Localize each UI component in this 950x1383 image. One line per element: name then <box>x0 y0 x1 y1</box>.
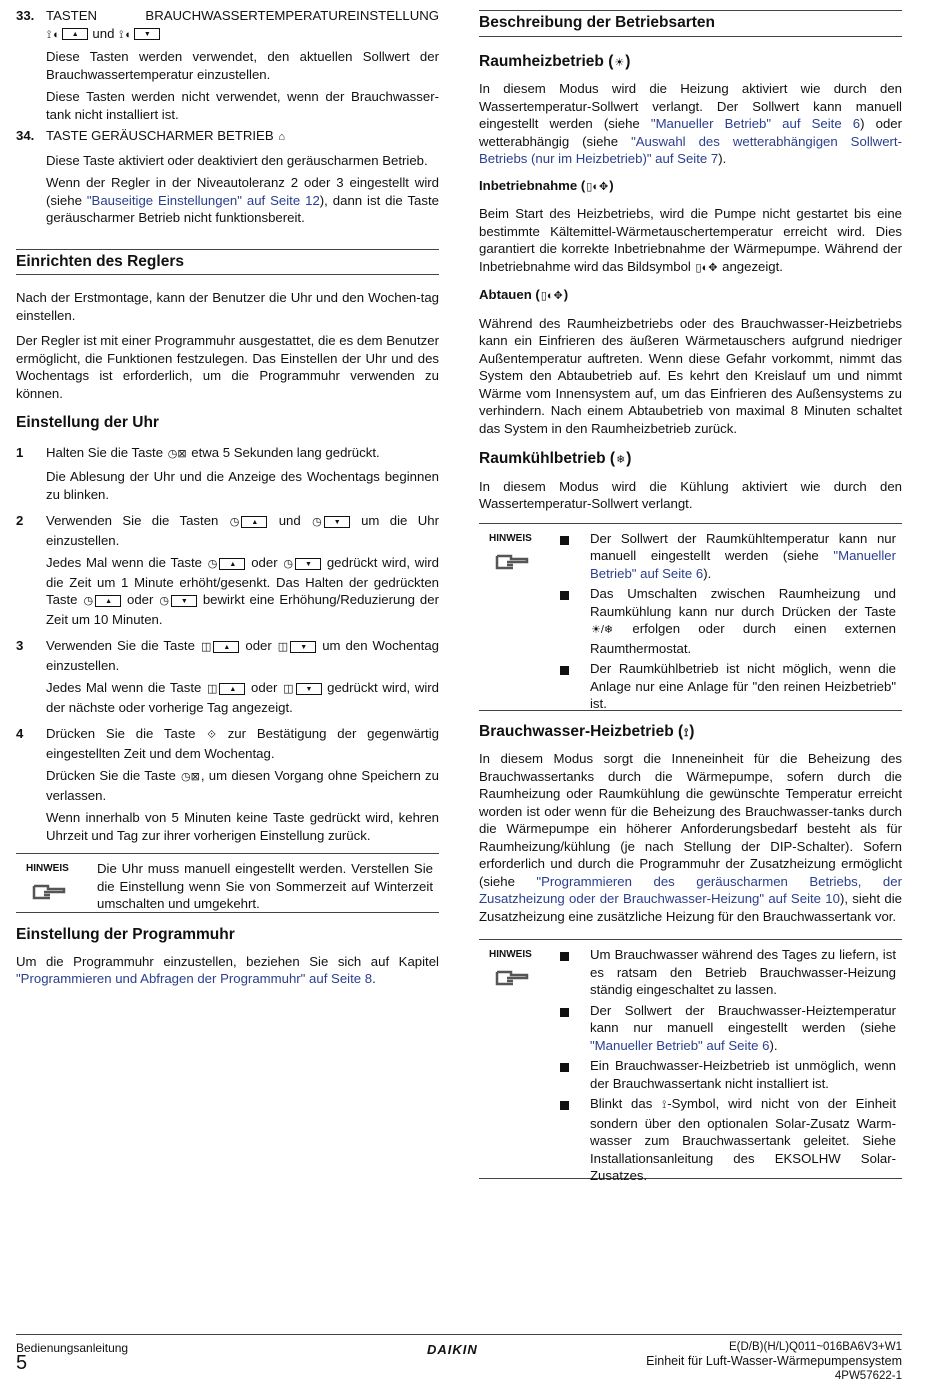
day-icon: ◫ <box>200 641 212 653</box>
paragraph: In diesem Modus wird die Heizung aktiviert wie durch den Wassertemperatur-Sollwert verlangt. Der Sollwert kann manuell eingestellt werden (siehe "Manueller Betrieb" auf Seite 6) oder wetterabhängig (siehe "Auswahl des wetterabhängigen Sollwert-Betriebs (nur im Heizbetrieb)" auf Seite 7). <box>479 81 903 166</box>
link-manueller-betrieb[interactable]: "Manueller Betrieb" auf Seite 6 <box>590 1037 770 1053</box>
note-list <box>560 946 896 1188</box>
tap-icon: ⟟ <box>47 28 52 41</box>
up-key: ▲ <box>219 558 245 570</box>
footer-model-info <box>646 1340 902 1383</box>
note-label: HINWEIS <box>489 949 532 960</box>
item-33 <box>16 7 439 123</box>
down-key: ▼ <box>171 595 197 607</box>
note-text: Die Uhr muss manuell eingestellt werden. Verstellen Sie die Einstellung wenn Sie von Sommerzeit auf Winterzeit umschalten und umgekehrt. <box>97 861 433 911</box>
paragraph: Beim Start des Heizbetriebs, wird die Pumpe nicht gestartet bis eine bestimmte Kältemittel-Wärmetauschertemperatur erreicht wird. Dies garantiert die korrekte Inbetriebnahme der Wärmepumpe. Während der Inbetriebnahme wird das Bildsymbol ▯◐✥ angezeigt. <box>479 205 902 277</box>
heat-cool-icon: ☀/❄ <box>591 624 614 636</box>
up-key: ▲ <box>95 595 121 607</box>
doc-code: 4PW57622-1 <box>834 1370 902 1382</box>
clock-key-icon: ◷⊠ <box>167 447 187 460</box>
paragraph: Diese Tasten werden verwendet, den aktuellen Sollwert der Brauchwassertemperatur einzustellen. <box>46 49 439 82</box>
item-34 <box>16 127 439 227</box>
heading-abtauen: Abtauen (▯◐✥) <box>479 286 902 306</box>
note-box <box>479 523 902 711</box>
up-key: ▲ <box>213 641 239 653</box>
day-icon: ◫ <box>283 683 294 695</box>
step-4: 4 Drücken Sie die Taste ⟐ zur Bestätigung der gegenwärtig eingestellten Zeit und dem Wochentag. Drücken Sie die Taste ◷⊠, um diesen Vorgang ohne Speichern zu verlassen. Wenn innerhalb von 5 Minuten keine Taste gedrückt wird, kehren Uhrzeit und Tag zur ihrer vorherigen Einstellung zurück. <box>16 726 439 843</box>
tap-icon: ⟟ <box>119 28 124 41</box>
left-column <box>16 0 439 988</box>
paragraph: Nach der Erstmontage, kann der Benutzer die Uhr und den Wochen-tag einstellen. <box>16 290 439 323</box>
system-name: Einheit für Luft-Wasser-Wärmepumpensystem <box>646 1354 902 1368</box>
link-manueller-betrieb[interactable]: "Manueller Betrieb" auf Seite 6 <box>590 548 896 581</box>
list-item: Um Brauchwasser während des Tages zu liefern, ist es ratsam den Betrieb Brauchwasser-Heizung ständig eingeschaltet zu lassen. <box>560 946 896 999</box>
item-number: 34. <box>16 128 35 143</box>
item-number: 33. <box>16 8 35 23</box>
section-header <box>16 249 439 276</box>
down-key: ▼ <box>134 28 160 40</box>
clock-icon: ◷ <box>312 516 322 528</box>
clock-icon: ◷ <box>159 595 169 607</box>
pointing-hand-icon <box>30 880 70 902</box>
heading-uhr: Einstellung der Uhr <box>16 414 159 431</box>
note-box <box>479 939 902 1183</box>
list-item: Blinkt das ⟟-Symbol, wird nicht von der Einheit sondern über den optionalen Solar-Zusatz Warm-wasser zum Brauchwassertank geleitet. Siehe Installationsanleitung des EKSOLHW Solar-Zusatzes. <box>560 1095 896 1185</box>
model-number: E(D/B)(H/L)Q011~016BA6V3+W1 <box>728 1341 902 1353</box>
clock-key-icon: ◷⊠ <box>181 771 200 783</box>
note-list <box>560 530 896 716</box>
note-label: HINWEIS <box>26 863 69 874</box>
page-number: 5 <box>16 1352 28 1374</box>
tap-icon: ⟟ <box>684 726 689 739</box>
tap-icon: ⟟ <box>662 1099 667 1111</box>
heading-inbetriebnahme: Inbetriebnahme (▯◐✥) <box>479 177 902 197</box>
section-title: Einrichten des Reglers <box>16 250 439 276</box>
item-title: TASTE GERÄUSCHARMER BETRIEB ⌂ <box>46 127 439 147</box>
paragraph: Um die Programmuhr einzustellen, beziehen Sie sich auf Kapitel "Programmieren und Abfragen der Programmuhr" auf Seite 8. <box>16 953 439 986</box>
pointing-hand-icon <box>493 550 533 572</box>
low-noise-icon: ⌂ <box>278 131 285 143</box>
list-item: Der Raumkühlbetrieb ist nicht möglich, wenn die Anlage nur eine Anlage für "den reinen Heizbetrieb" ist. <box>560 660 896 713</box>
paragraph: Diese Taste aktiviert oder deaktiviert den geräuscharmen Betrieb. <box>46 152 428 168</box>
link-wetterabhaengig[interactable]: "Auswahl des wetterabhängigen Sollwert-Betriebs (nur im Heizbetrieb)" auf Seite 7 <box>479 133 902 166</box>
footer-doc-type: Bedienungsanleitung <box>16 1341 129 1355</box>
heading-brauchwasser: Brauchwasser-Heizbetrieb (⟟) <box>479 723 902 743</box>
day-icon: ◫ <box>277 641 289 653</box>
startup-icon: ▯◐✥ <box>586 180 609 193</box>
heating-sun-icon: ☀ <box>614 56 625 69</box>
defrost-icon: ▯◐✥ <box>540 290 563 302</box>
right-column <box>479 0 903 1183</box>
heading-raumkuehlbetrieb: Raumkühlbetrieb (❄) <box>479 450 902 470</box>
note-label: HINWEIS <box>489 532 532 544</box>
link-programmuhr[interactable]: "Programmieren und Abfragen der Programmuhr" auf Seite 8 <box>16 971 373 986</box>
link-programmieren[interactable]: "Programmieren des geräuscharmen Betriebs, der Zusatzheizung oder der Brauchwasser-Heizung" auf Seite 10 <box>479 873 902 906</box>
up-key: ▲ <box>241 516 267 528</box>
link-manueller-betrieb[interactable]: "Manueller Betrieb" auf Seite 6 <box>650 116 861 131</box>
section-title: Beschreibung der Betriebsarten <box>479 11 902 37</box>
paragraph: In diesem Modus wird die Kühlung aktiviert wie durch den Wassertemperatur-Sollwert verlangt. <box>479 478 902 511</box>
step-2: 2 Verwenden Sie die Tasten ◷ ▲ und ◷ ▼ um die Uhr einzustellen. Jedes Mal wenn die Taste ◷ ▲ oder ◷ ▼ gedrückt wird, wird die Zeit um 1 Minute erhöht/gesenkt. Das Halten der gedrückten Taste ◷ ▲ oder ◷ ▼ bewirkt eine Erhöhung/Reduzierung der Zeit um 10 Minuten. <box>16 513 439 627</box>
paragraph: Wenn der Regler in der Niveautoleranz 2 oder 3 eingestellt wird (siehe "Bauseitige Einstellungen" auf Seite 12), dann ist die Taste geräuscharmer Betrieb nicht funktionsbereit. <box>46 175 439 225</box>
key-line: ⟟ ◐ ▲ und ⟟ ◐ ▼ <box>46 25 439 45</box>
up-key: ▲ <box>219 683 245 695</box>
down-key: ▼ <box>295 558 321 570</box>
cooling-snowflake-icon: ❄ <box>616 454 626 466</box>
up-key: ▲ <box>62 28 88 40</box>
thermometer-icon: ◐ <box>53 28 60 41</box>
step-1: 1 Halten Sie die Taste ◷⊠ etwa 5 Sekunden lang gedrückt. Die Ablesung der Uhr und die Anzeige des Wochentags beginnen zu blinken. <box>16 444 439 502</box>
paragraph: Diese Tasten werden nicht verwendet, wenn der Brauchwasser-tank nicht installiert ist. <box>46 89 439 122</box>
down-key: ▼ <box>324 516 350 528</box>
list-item: Der Sollwert der Raumkühltemperatur kann nur manuell eingestellt werden (siehe "Manueller Betrieb" auf Seite 6). <box>560 530 896 583</box>
heading-programmuhr: Einstellung der Programmuhr <box>16 926 235 943</box>
note-box <box>16 853 439 913</box>
down-key: ▼ <box>290 641 316 653</box>
section-header <box>479 10 902 37</box>
paragraph: In diesem Modus sorgt die Inneneinheit für die Beheizung des Brauchwassertanks durch die Wärmepumpe, sofern durch die Raumheizung oder Raumkühlung die gewünschte Temperatur erreicht worden ist oder wenn für die Beheizung des Brauchwasser-tanks durch die Wärmepumpe ein höherer Anforderungsbedarf besteht als für Raumheizung/kühlung (je nach Stellung der DIP-Schalter). Sofern erforderlich und durch die Programmuhr der Zusatzheizung ermöglicht (siehe "Programmieren des geräuscharmen Betriebs, der Zusatzheizung oder der Brauchwasser-Heizung" auf Seite 10), sieht die Zusatzheizung eine zusätzliche Heizung für den Brauchwassertank vor. <box>479 751 902 924</box>
step-3: 3 Verwenden Sie die Taste ◫ ▲ oder ◫ ▼ um den Wochentag einzustellen. Jedes Mal wenn die Taste ◫ ▲ oder ◫ ▼ gedrückt wird, wird der nächste oder vorherige Tag angezeigt. <box>16 638 440 715</box>
confirm-icon: ⟐ <box>207 729 216 741</box>
item-title: TASTEN BRAUCHWASSERTEMPERATUREINSTELLUNG <box>46 8 439 23</box>
paragraph: Während des Raumheizbetriebs oder des Brauchwasser-Heizbetriebs kann ein Einfrieren des äußeren Wärmetauschers aufgrund niedriger Außentemperatur auftreten. Wenn diese Gefahr vorkommt, nimmt das System den Abtaubetrieb auf. Es kehrt den Kreislauf um und nimmt Wärme vom Innensystem auf, um das Einfrieren des Außensystems zu verhindern. Nach einem Abtaubetrieb von maximal 8 Minuten schaltet das System in den Raumheizbetrieb zurück. <box>479 315 902 436</box>
heading-raumheizbetrieb: Raumheizbetrieb (☀) <box>479 53 902 73</box>
pointing-hand-icon <box>493 966 533 988</box>
paragraph: Der Regler ist mit einer Programmuhr ausgestattet, die es dem Benutzer ermöglicht, die Funktionen festzulegen. Das Einstellen der Uhr und des Wochentags ist erforderlich, um die Programmuhr verwenden zu können. <box>16 333 439 401</box>
page-footer <box>16 1334 902 1382</box>
link-bauseitige-einstellungen[interactable]: "Bauseitige Einstellungen" auf Seite 12 <box>86 192 320 208</box>
clock-icon: ◷ <box>83 595 94 607</box>
startup-icon: ▯◐✥ <box>695 261 718 274</box>
day-icon: ◫ <box>207 683 218 695</box>
brand-logo: DAIKIN <box>427 1342 478 1357</box>
clock-icon: ◷ <box>283 558 294 570</box>
list-item: Ein Brauchwasser-Heizbetrieb ist unmöglich, wenn der Brauchwassertank nicht installiert ist. <box>560 1057 896 1092</box>
list-item: Das Umschalten zwischen Raumheizung und Raumkühlung kann nur durch Drücken der Taste ☀/❄ erfolgen oder durch einen externen Raumthermostat. <box>560 585 896 657</box>
clock-icon: ◷ <box>229 516 240 528</box>
down-key: ▼ <box>296 683 322 695</box>
list-item: Der Sollwert der Brauchwasser-Heiztemperatur kann nur manuell eingestellt werden (siehe "Manueller Betrieb" auf Seite 6). <box>560 1002 896 1055</box>
thermometer-icon: ◐ <box>125 28 132 41</box>
clock-icon: ◷ <box>207 558 218 570</box>
